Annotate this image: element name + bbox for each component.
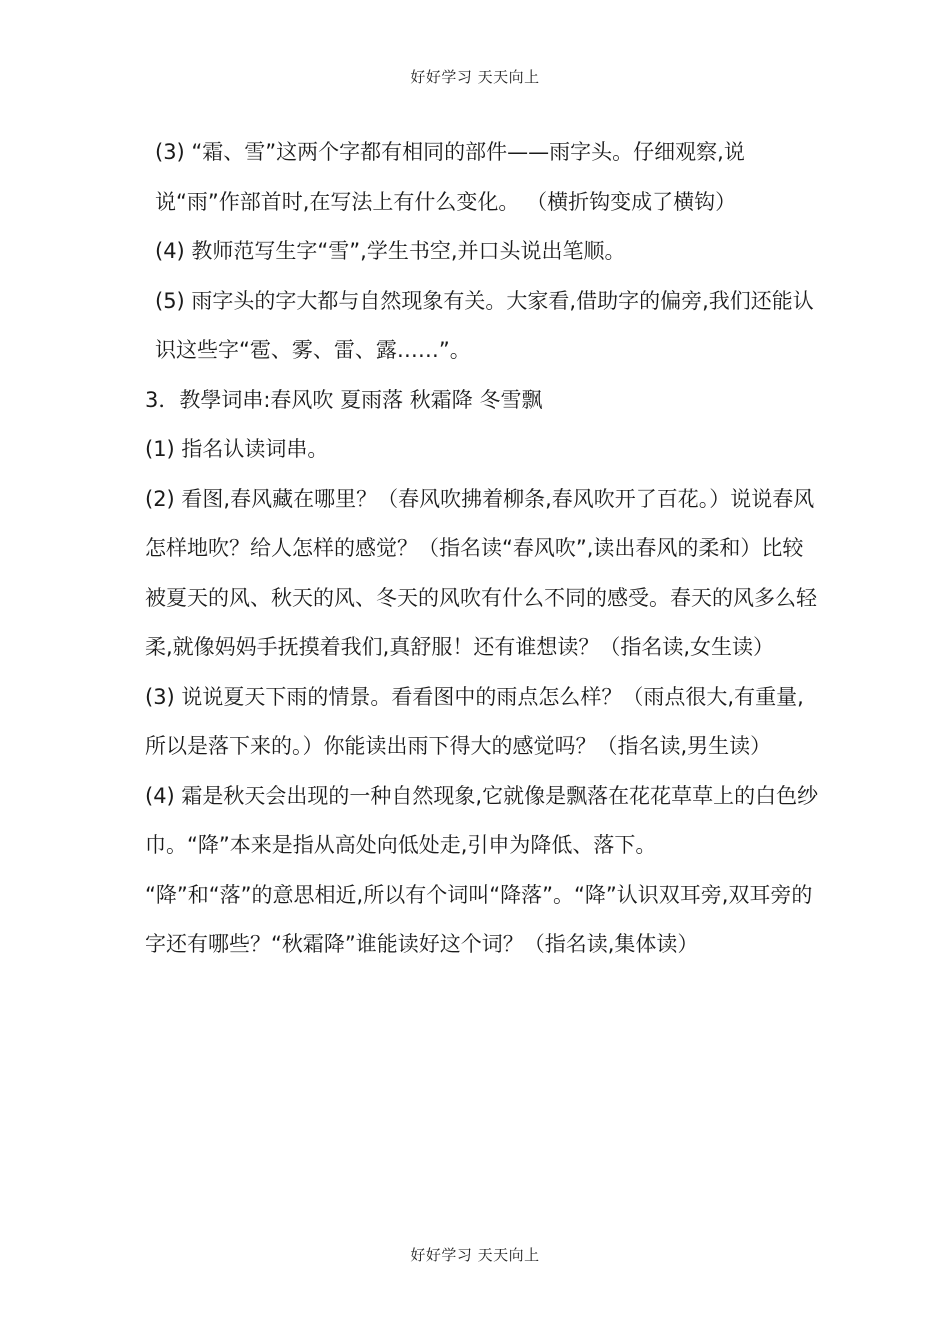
paragraph-6: (2) 看图,春风藏在哪里？（春风吹拂着柳条,春风吹开了百花。）说说春风怎样地吹？给人怎样的感觉？（指名读“春风吹”,读出春风的柔和）比较被夏天的风、秋天的风、冬天的风吹有什么不同的感受。春天的风多么轻柔,就像妈妈手抚摸着我们,真舒服！还有谁想读？（指名读,女生读） — [145, 486, 817, 659]
page-footer: 好好学习 天天向上 — [410, 1246, 540, 1264]
document-body — [145, 128, 821, 970]
paragraph-3: (5) 雨字头的字大都与自然现象有关。大家看,借助字的偏旁,我们还能认识这些字“雹、雾、雷、露……”。 — [155, 288, 814, 362]
paragraph-7: (3) 说说夏天下雨的情景。看看图中的雨点怎么样？（雨点很大,有重量,所以是落下来的。）你能读出雨下得大的感觉吗？（指名读,男生读） — [145, 684, 804, 758]
paragraph-8: (4) 霜是秋天会出现的一种自然现象,它就像是飘落在花花草草上的白色纱巾。“降”本来是指从高处向低处走,引申为降低、落下。 — [145, 783, 819, 857]
page-header: 好好学习 天天向上 — [410, 68, 540, 86]
paragraph-9: “降”和“落”的意思相近,所以有个词叫“降落”。“降”认识双耳旁,双耳旁的字还有哪些？“秋霜降”谁能读好这个词？（指名读,集体读） — [145, 882, 813, 956]
paragraph-2: (4) 教师范写生字“雪”,学生书空,并口头说出笔顺。 — [155, 239, 626, 263]
paragraph-1: (3) “霜、雪”这两个字都有相同的部件——雨字头。仔细观察,说说“雨”作部首时,在写法上有什么变化。 （横折钩变成了横钩） — [155, 140, 745, 214]
paragraph-5: (1) 指名认读词串。 — [145, 437, 329, 461]
paragraph-4-heading: 3．教學词串:春风吹 夏雨落 秋霜降 冬雪飘 — [145, 387, 543, 412]
